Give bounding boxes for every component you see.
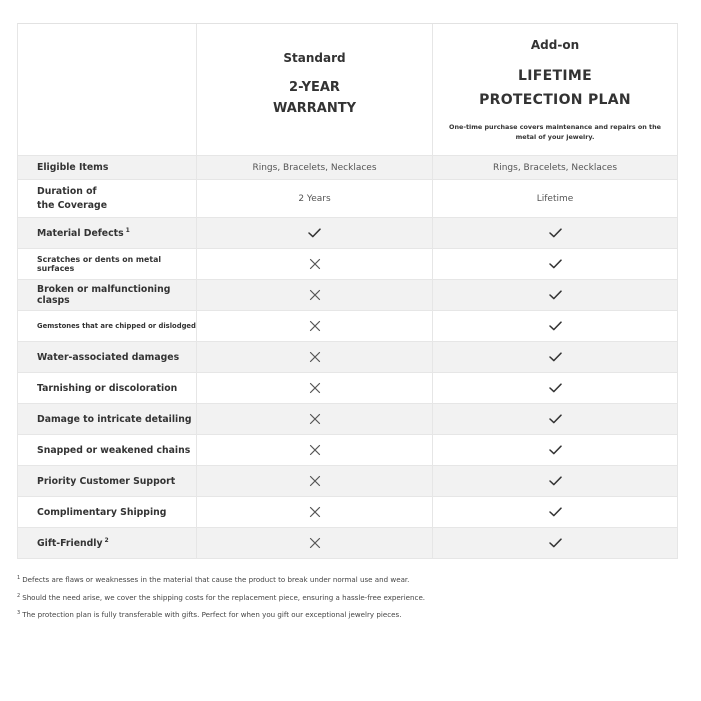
duration-row	[18, 180, 677, 218]
addon-coverage-cell	[433, 528, 677, 558]
feature-label-text: Damage to intricate detailing	[37, 413, 192, 425]
feature-label-text: Gift-Friendly	[37, 537, 103, 549]
addon-coverage-cell	[433, 404, 677, 434]
addon-coverage-cell	[433, 249, 677, 279]
feature-label	[18, 466, 197, 496]
standard-plan-title-line1: 2-YEAR	[289, 79, 340, 95]
feature-row	[18, 373, 677, 404]
standard-coverage-cell	[197, 528, 433, 558]
standard-coverage-cell	[197, 373, 433, 403]
check-icon	[549, 228, 562, 238]
cross-icon	[309, 351, 321, 363]
feature-label-text: Priority Customer Support	[37, 475, 176, 487]
cross-icon	[309, 258, 321, 270]
addon-coverage-cell	[433, 466, 677, 496]
duration-label-line2: the Coverage	[37, 199, 107, 211]
feature-row	[18, 497, 677, 528]
cross-icon	[309, 444, 321, 456]
standard-coverage-cell	[197, 342, 433, 372]
footnote-text: Defects are flaws or weaknesses in the material that cause the product to break under normal use and wear.	[22, 575, 410, 584]
feature-label	[18, 218, 197, 248]
standard-plan-title-line2: WARRANTY	[272, 100, 357, 116]
feature-label	[18, 249, 197, 279]
cross-icon	[309, 289, 321, 301]
cross-icon	[309, 320, 321, 332]
feature-label	[18, 435, 197, 465]
standard-coverage-cell	[197, 218, 433, 248]
check-icon	[549, 476, 562, 486]
feature-label-text: Water-associated damages	[37, 351, 180, 363]
cross-icon	[309, 382, 321, 394]
cross-icon	[309, 413, 321, 425]
feature-label-text: Broken or malfunctioning clasps	[37, 284, 171, 306]
feature-label	[18, 528, 197, 558]
table-header-row	[18, 24, 677, 156]
check-icon	[549, 321, 562, 331]
feature-label	[18, 311, 197, 341]
footnotes	[17, 571, 677, 624]
footnote-3	[17, 606, 677, 624]
standard-plan-header	[197, 24, 433, 155]
feature-row	[18, 342, 677, 373]
eligible-items-row	[18, 156, 677, 180]
feature-label-text: Tarnishing or discoloration	[37, 382, 178, 394]
feature-row	[18, 466, 677, 497]
feature-label-text: Scratches or dents on metal surfaces	[37, 255, 162, 273]
duration-addon: Lifetime	[536, 193, 574, 204]
feature-row	[18, 404, 677, 435]
feature-label	[18, 404, 197, 434]
feature-row	[18, 249, 677, 280]
addon-plan-label: Add-on	[530, 37, 580, 52]
feature-label	[18, 280, 197, 310]
feature-label-text: Gemstones that are chipped or dislodged	[37, 322, 196, 330]
standard-coverage-cell	[197, 249, 433, 279]
footnote-number: 2	[17, 592, 21, 599]
feature-label-text: Complimentary Shipping	[37, 506, 167, 518]
footnote-text: The protection plan is fully transferable with gifts. Perfect for when you gift our exceptional jewelry pieces.	[22, 610, 402, 619]
feature-row	[18, 435, 677, 466]
check-icon	[308, 228, 321, 238]
standard-plan-label: Standard	[283, 50, 346, 65]
footnote-1	[17, 571, 677, 589]
duration-label-line1: Duration of	[37, 185, 97, 197]
addon-plan-header	[433, 24, 677, 155]
addon-coverage-cell	[433, 435, 677, 465]
standard-coverage-cell	[197, 435, 433, 465]
cross-icon	[309, 475, 321, 487]
standard-coverage-cell	[197, 466, 433, 496]
feature-label	[18, 373, 197, 403]
footnote-2	[17, 589, 677, 607]
eligible-items-label: Eligible Items	[18, 156, 197, 179]
addon-plan-description: One-time purchase covers maintenance and repairs on the metal of your jewelry.	[449, 122, 661, 141]
feature-row	[18, 280, 677, 311]
comparison-table	[17, 23, 678, 559]
check-icon	[549, 383, 562, 393]
footnote-text: Should the need arise, we cover the shipping costs for the replacement piece, ensuring a hassle-free experience.	[22, 592, 426, 602]
addon-coverage-cell	[433, 497, 677, 527]
footnote-number: 3	[17, 610, 21, 616]
check-icon	[549, 538, 562, 548]
eligible-items-addon: Rings, Bracelets, Necklaces	[492, 162, 618, 173]
standard-coverage-cell	[197, 404, 433, 434]
feature-label	[18, 497, 197, 527]
feature-rows	[18, 218, 677, 559]
standard-coverage-cell	[197, 311, 433, 341]
check-icon	[549, 259, 562, 269]
check-icon	[549, 445, 562, 455]
standard-coverage-cell	[197, 497, 433, 527]
feature-label-text: Snapped or weakened chains	[37, 444, 191, 456]
feature-label-text: Material Defects	[37, 227, 124, 239]
addon-coverage-cell	[433, 311, 677, 341]
eligible-items-standard: Rings, Bracelets, Necklaces	[197, 156, 433, 179]
footnote-ref: 1	[125, 226, 130, 234]
addon-coverage-cell	[433, 218, 677, 248]
addon-plan-title-line1: LIFETIME	[518, 67, 592, 84]
feature-label	[18, 342, 197, 372]
feature-row	[18, 311, 677, 342]
footnote-number: 1	[17, 575, 21, 581]
feature-row	[18, 218, 677, 249]
cross-icon	[309, 537, 321, 549]
addon-coverage-cell	[433, 342, 677, 372]
check-icon	[549, 414, 562, 424]
check-icon	[549, 352, 562, 362]
cross-icon	[309, 506, 321, 518]
feature-row	[18, 528, 677, 559]
check-icon	[549, 507, 562, 517]
addon-coverage-cell	[433, 280, 677, 310]
duration-label	[18, 180, 197, 217]
footnote-ref: 2	[104, 536, 109, 544]
addon-coverage-cell	[433, 373, 677, 403]
standard-coverage-cell	[197, 280, 433, 310]
addon-plan-title-line2: PROTECTION PLAN	[479, 91, 631, 108]
duration-standard: 2 Years	[197, 180, 433, 217]
header-empty-cell	[18, 24, 197, 155]
check-icon	[549, 290, 562, 300]
